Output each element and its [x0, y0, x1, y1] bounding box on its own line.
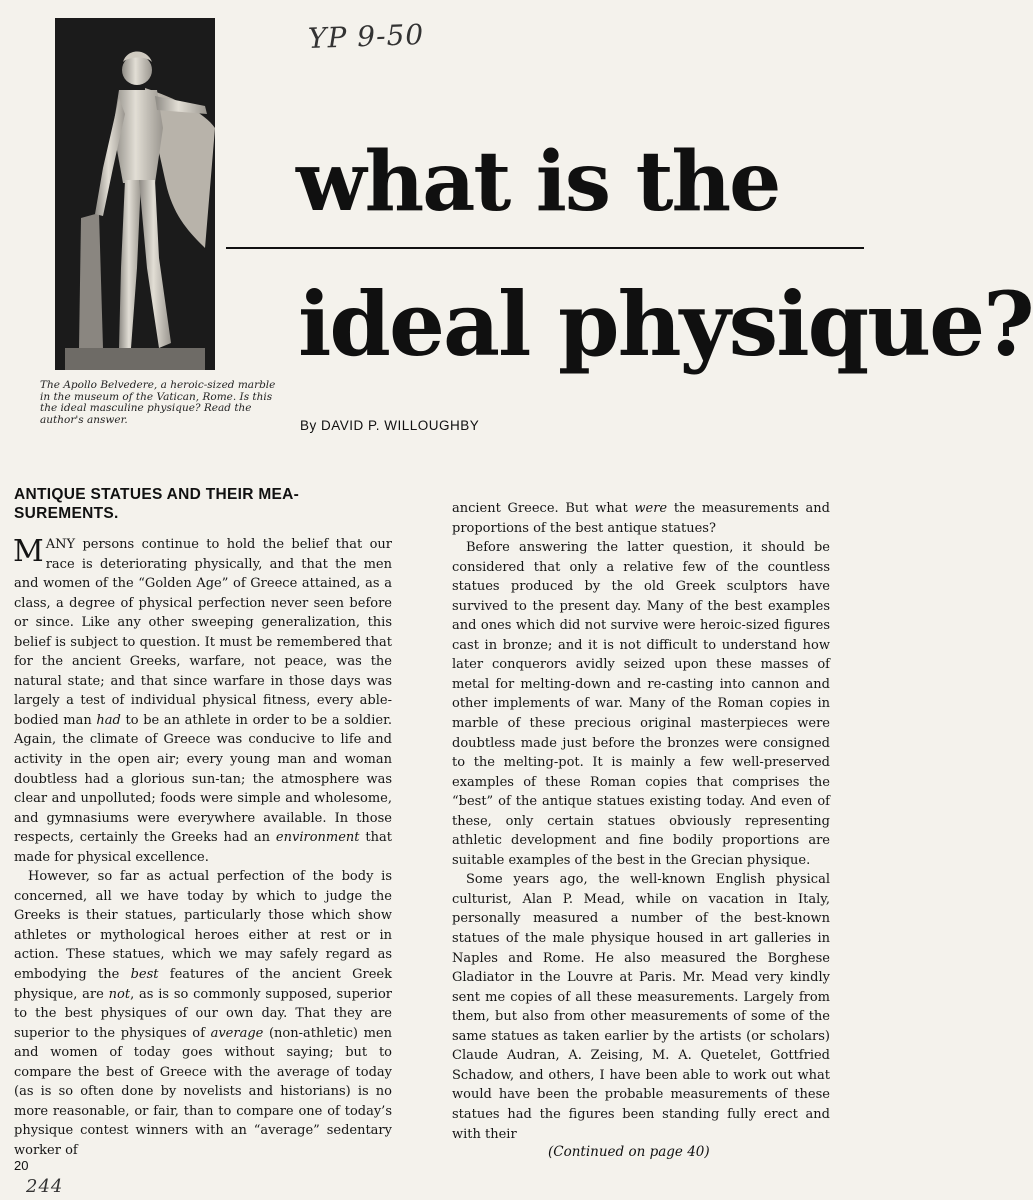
article-paragraph: Some years ago, the well-known English physical culturist, Alan P. Mead, while on vacation in Italy, personally measured a number of the best-known statues of the male physique housed in art galleries in Naples and Rome. He also measured the Borghese Gladiator in the Louvre at Paris. Mr. Mead very kindly sent me copies of all these measurements. Largely from them, but also from other measurements of some of the same statues as taken earlier by the artists (or scholars) Claude Audran, A. Zeising, M. A. Quetelet, Gottfried Schadow, and others, I have been able to work out what would have been the probable measurements of these statues had the figures been standing fully erect and with their [452, 872, 830, 1142]
article-paragraph: ancient Greece. But what were the measurements and proportions of the best antique statues? [452, 501, 830, 536]
statue-illustration [55, 18, 215, 370]
article-paragraph: Before answering the latter question, it should be considered that only a relative few of the countless statues produced by the old Greek sculptors have survived to the present day. Many of the best examples and ones which did not survive were heroic-sized figures cast in bronze; and it is not difficult to understand how later conquerors avidly seized upon these masses of metal for melting-down and re-casting into cannon and other implements of war. Many of the Roman copies in marble of these precious original masterpieces were doubtless made just before the bronzes were consigned to the melting-pot. It is mainly a few well-preserved examples of these Roman copies that comprises the “best” of the antique statues existing today. And even of these, only certain statues obviously representing athletic development and fine bodily proportions are suitable examples of the best in the Grecian physique. [452, 540, 830, 868]
section-heading: ANTIQUE STATUES AND THEIR MEA-SUREMENTS. [14, 486, 300, 522]
article-column-left [14, 535, 392, 1161]
handwritten-annotation-bottom: 244 [26, 1176, 64, 1197]
page-number: 20 [14, 1158, 29, 1173]
apollo-belvedere-photo [55, 18, 215, 370]
handwritten-annotation-top: YP 9-50 [307, 17, 425, 56]
headline-line-2: ideal physique? [298, 272, 1033, 376]
article-column-right [452, 499, 830, 1144]
headline-line-1: what is the [296, 134, 780, 230]
headline-divider [226, 247, 864, 249]
byline: By DAVID P. WILLOUGHBY [300, 418, 480, 433]
photo-caption: The Apollo Belvedere, a heroic-sized marble in the museum of the Vatican, Rome. Is this the ideal masculine physique? Read the author's answer. [40, 379, 276, 426]
drop-cap: M [13, 534, 43, 569]
article-paragraph: However, so far as actual perfection of the body is concerned, all we have today by which to judge the Greeks is their statues, particularly those which show athletes or mythological heroes either at rest or in action. These statues, which we may safely regard as embodying the best features of the ancient Greek physique, are not, as is so commonly supposed, superior to the best physiques of our own day. That they are superior to the physiques of average (non-athletic) men and women of today goes without saying; but to compare the best of Greece with the average of today (as is so often done by novelists and historians) is no more reasonable, or fair, than to compare one of today’s physique contest winners with an “average” sedentary worker of [14, 869, 392, 1158]
continued-notice: (Continued on page 40) [548, 1144, 710, 1160]
article-paragraph: MANY persons continue to hold the belief that our race is deteriorating physically, and that the men and women of the “Golden Age” of Greece attained, as a class, a degree of physical perfection never seen before or since. Like any other sweeping generalization, this belief is subject to question. It must be remembered that for the ancient Greeks, warfare, not peace, was the natural state; and that since warfare in those days was largely a test of individual physical fitness, every able-bodied man had to be an athlete in order to be a soldier. Again, the climate of Greece was conducive to life and activity in the open air; every young man and woman doubtless had a glorious sun-tan; the atmosphere was clear and unpolluted; foods were simple and wholesome, and gymnasiums were everywhere available. In those respects, certainly the Greeks had an environment that made for physical excellence. [13, 534, 392, 865]
